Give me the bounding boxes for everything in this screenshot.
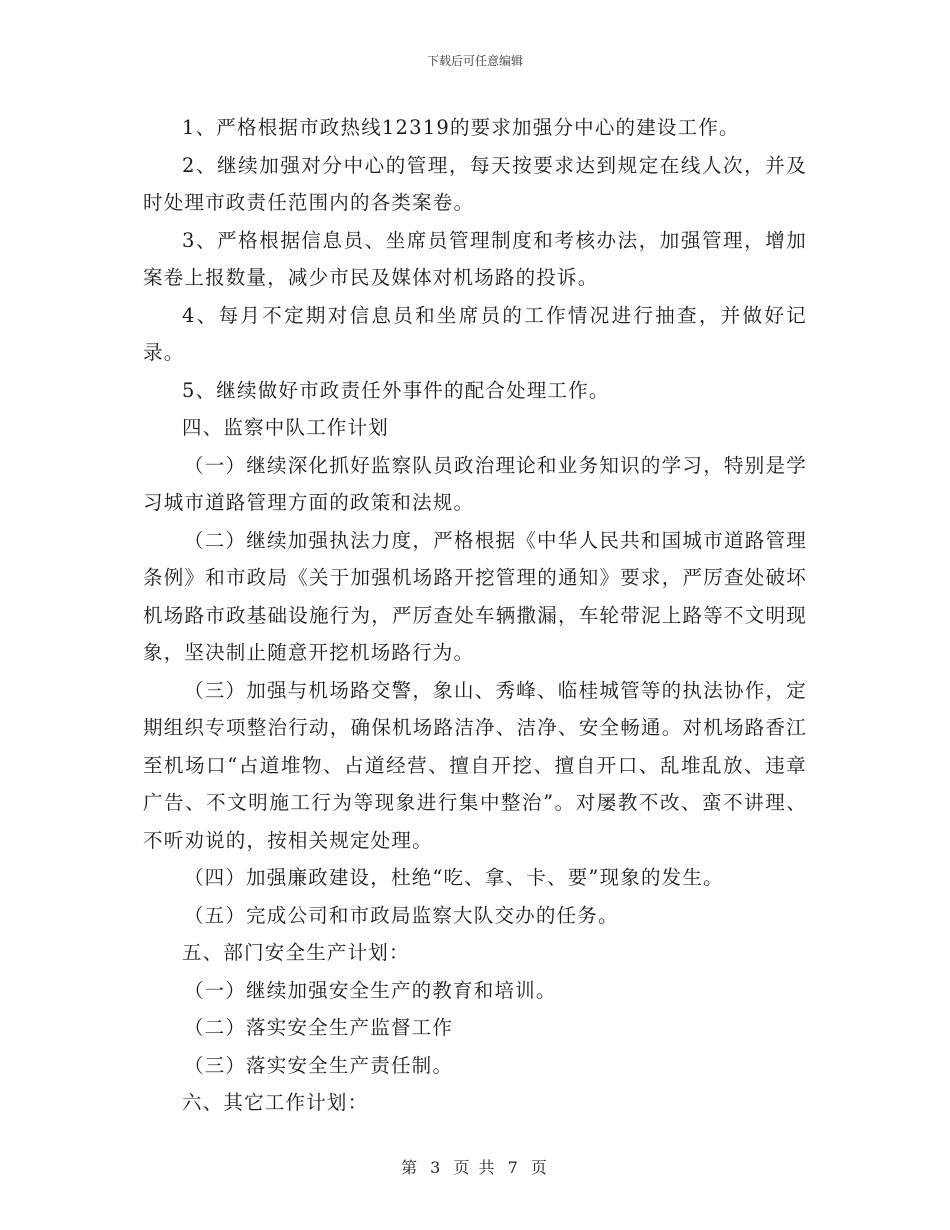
document-body	[143, 109, 807, 1122]
footer-prefix: 第	[401, 1158, 420, 1177]
paragraph-9: （四）加强廉政建设，杜绝“吃、拿、卡、要”现象的发生。	[183, 866, 724, 889]
section-heading-5: 五、部门安全生产计划：	[182, 941, 410, 964]
paragraph-4: 4、每月不定期对信息员和坐席员的工作情况进行抽查，并做好记录。	[143, 303, 807, 364]
paragraph-1: 1、严格根据市政热线12319的要求加强分中心的建设工作。	[182, 116, 740, 139]
paragraph-14: （三）落实安全生产责任制。	[183, 1053, 454, 1077]
paragraph-5: 5、继续做好市政责任外事件的配合处理工作。	[182, 378, 610, 402]
paragraph-12: （一）继续加强安全生产的教育和培训。	[183, 978, 557, 1002]
footer-current-page: 3	[430, 1158, 443, 1177]
page-footer	[0, 1155, 950, 1178]
paragraph-8: （三）加强与机场路交警，象山、秀峰、临桂城管等的执法协作，定期组织专项整治行动，确保机场路洁净、洁净、安全畅通。对机场路香江至机场口“占道堆物、占道经营、擅自开挖、擅自开口、乱堆乱放、违章广告、不文明施工行为等现象进行集中整治”。对屡教不改、蛮不讲理、不听劝说的，按相关规定处理。	[143, 678, 807, 852]
paragraph-10: （五）完成公司和市政局监察大队交办的任务。	[183, 903, 619, 927]
section-heading-4: 四、监察中队工作计划	[182, 416, 390, 439]
paragraph-3: 3、严格根据信息员、坐席员管理制度和考核办法，加强管理，增加案卷上报数量，减少市民及媒体对机场路的投诉。	[143, 228, 807, 289]
section-heading-6: 六、其它工作计划：	[182, 1091, 369, 1114]
paragraph-13: （二）落实安全生产监督工作	[183, 1016, 454, 1039]
paragraph-6: （一）继续深化抓好监察队员政治理论和业务知识的学习，特别是学习城市道路管理方面的政策和法规。	[143, 453, 807, 514]
footer-total-pages: 7	[507, 1158, 520, 1177]
paragraph-2: 2、继续加强对分中心的管理，每天按要求达到规定在线人次，并及时处理市政责任范围内的各类案卷。	[143, 153, 807, 214]
header-note: 下载后可任意编辑	[426, 54, 523, 68]
paragraph-7: （二）继续加强执法力度，严格根据《中华人民共和国城市道路管理条例》和市政局《关于加强机场路开挖管理的通知》要求，严厉查处破坏机场路市政基础设施行为，严厉查处车辆撒漏，车轮带泥上路等不文明现象，坚决制止随意开挖机场路行为。	[143, 528, 807, 664]
footer-suffix: 页	[530, 1158, 549, 1177]
footer-middle: 页 共	[453, 1158, 497, 1177]
